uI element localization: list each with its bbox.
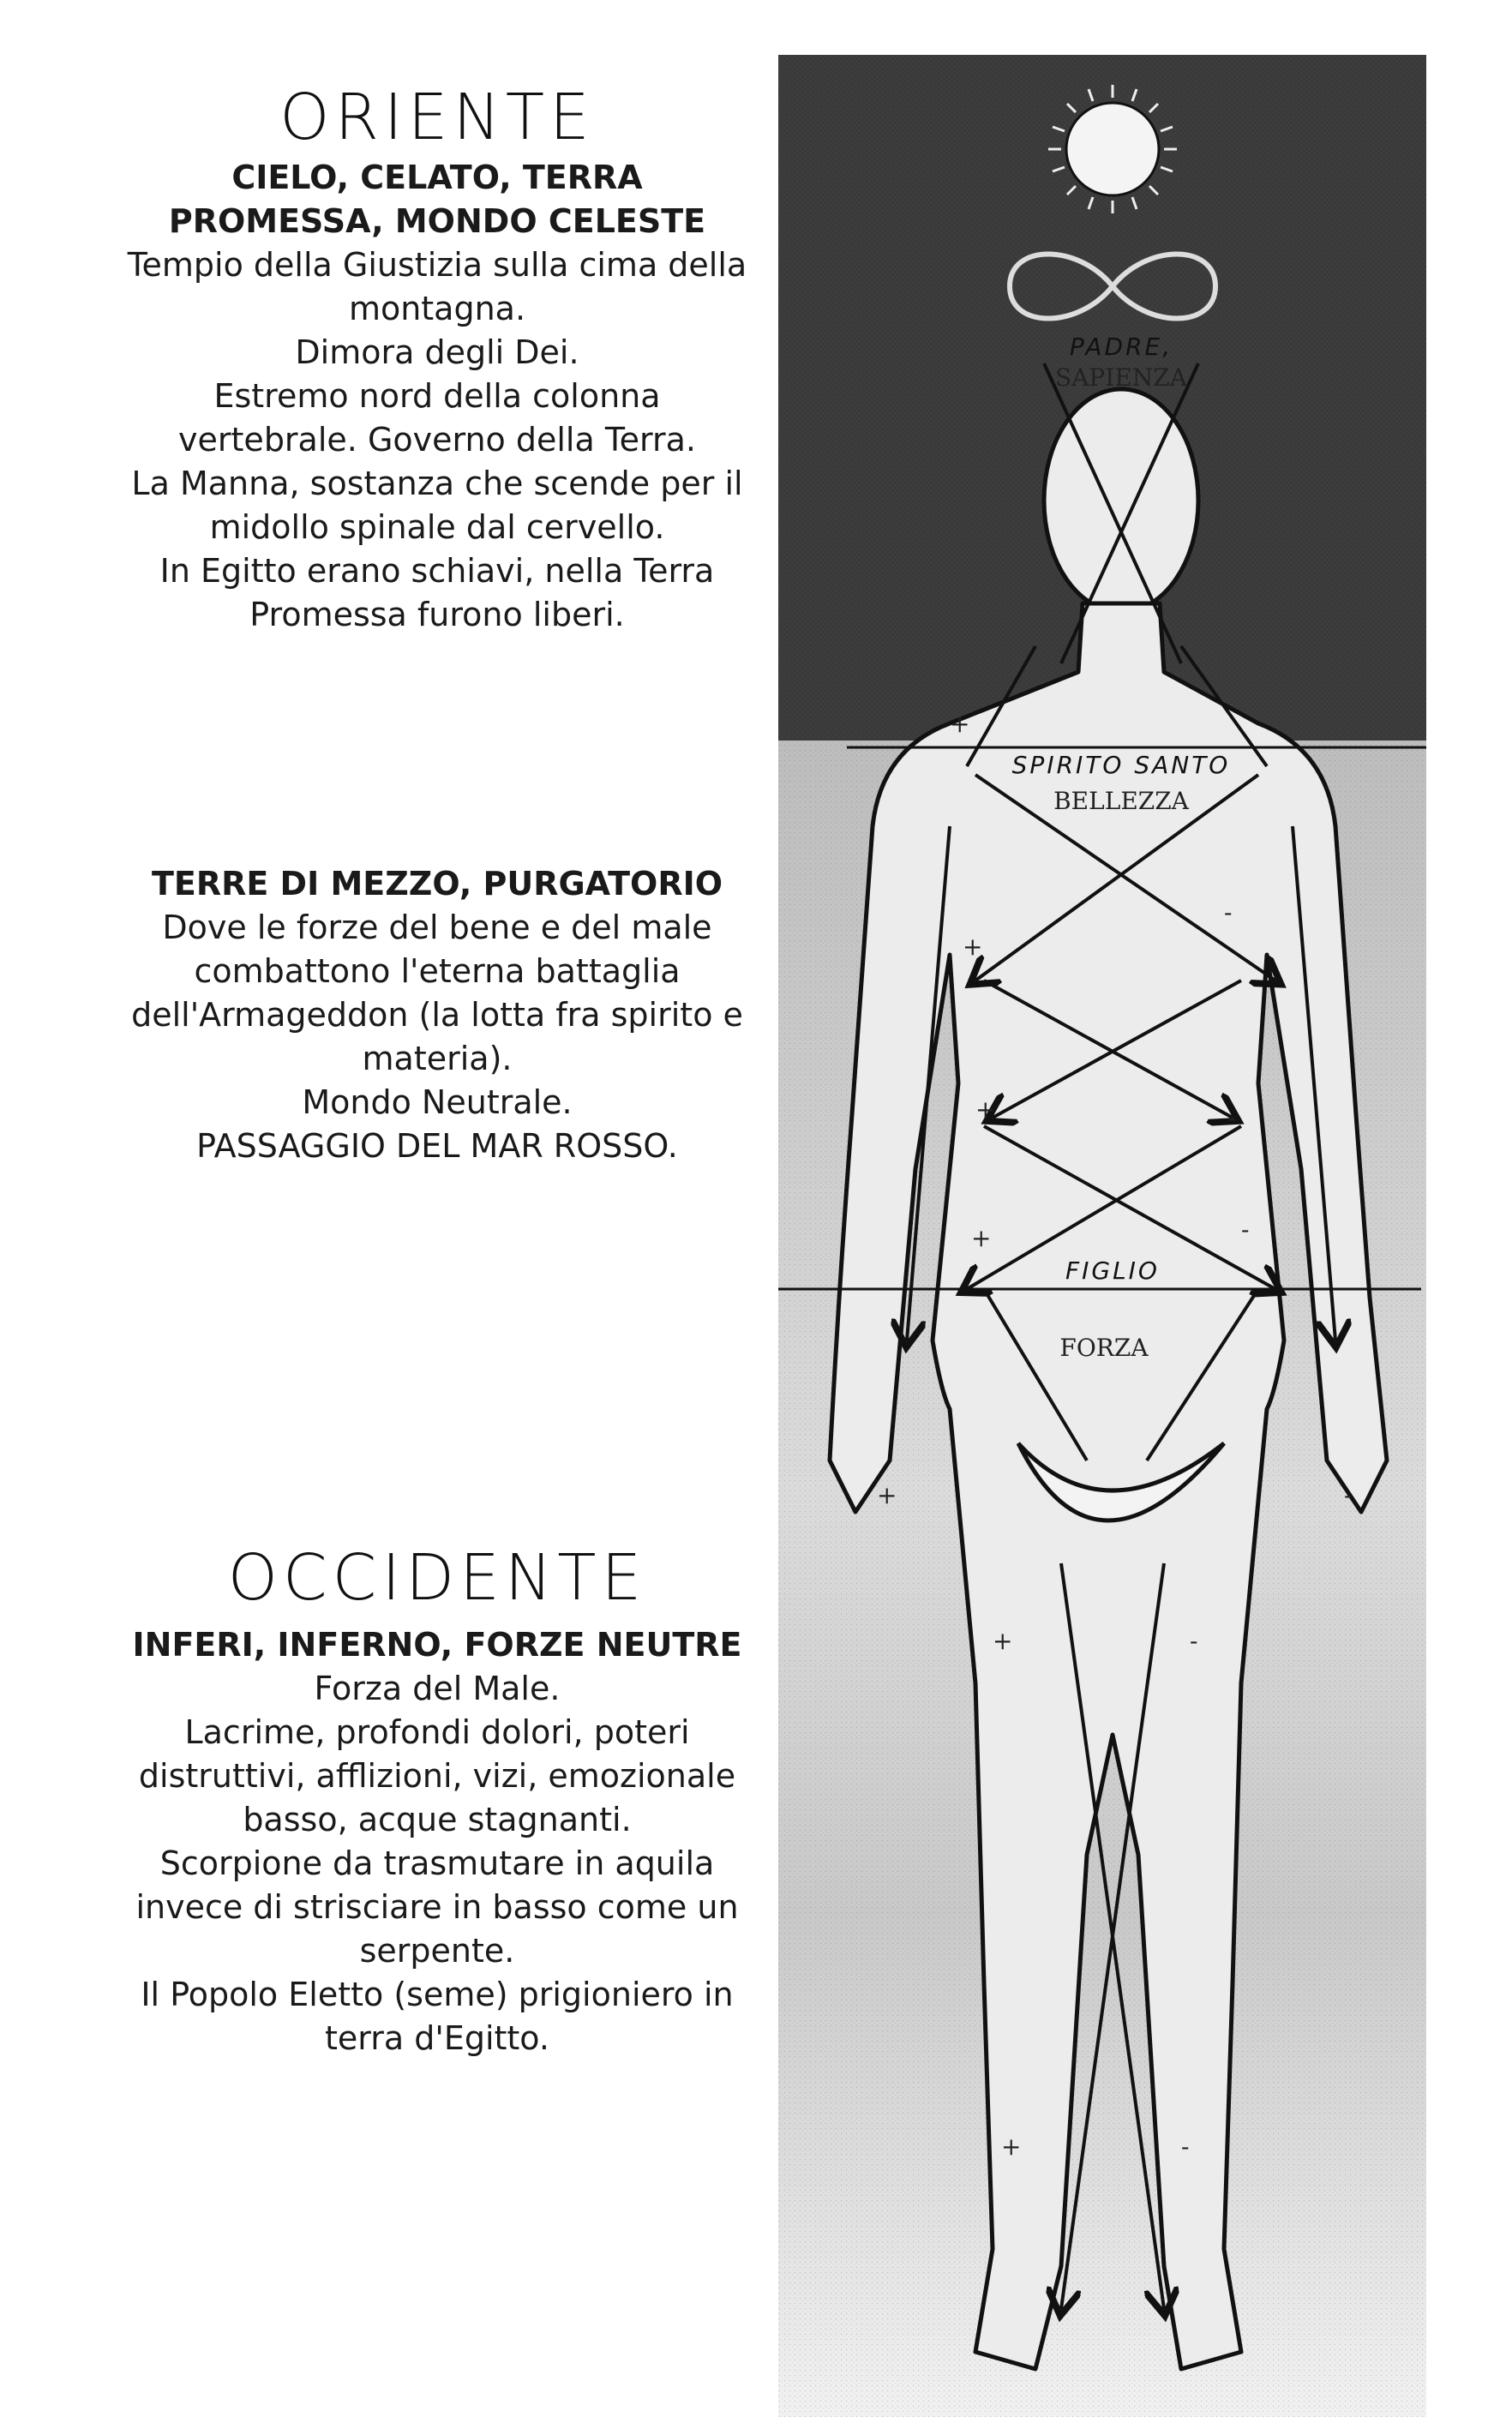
- oriente-line: midollo spinale dal cervello.: [209, 508, 665, 546]
- plus-sign: +: [963, 933, 983, 961]
- plus-sign: +: [971, 1224, 992, 1252]
- oriente-line: montagna.: [348, 290, 526, 327]
- oriente-line: La Manna, sostanza che scende per il: [131, 465, 743, 502]
- label-sapienza: SAPIENZA: [1055, 363, 1187, 392]
- plus-sign: +: [993, 1627, 1013, 1655]
- label-padre: PADRE,: [1069, 333, 1173, 361]
- minus-sign: -: [1228, 1104, 1237, 1132]
- minus-sign: -: [1181, 2132, 1190, 2161]
- terre-di-mezzo-line: combattono l'eterna battaglia: [194, 952, 681, 990]
- plus-sign: +: [950, 710, 970, 738]
- minus-sign: -: [1241, 1215, 1250, 1244]
- minus-sign: -: [1224, 898, 1233, 927]
- occidente-line: Forza del Male.: [314, 1670, 561, 1707]
- occidente-line: serpente.: [359, 1932, 515, 1970]
- oriente-line: Dimora degli Dei.: [295, 333, 579, 371]
- label-figlio: FIGLIO: [1065, 1256, 1160, 1285]
- occidente-line: invece di strisciare in basso come un: [135, 1888, 739, 1926]
- label-spirito-santo: SPIRITO SANTO: [1011, 751, 1231, 779]
- oriente-line: Promessa furono liberi.: [249, 596, 625, 633]
- oriente-title: ORIENTE: [279, 81, 595, 154]
- terre-di-mezzo-section: [86, 862, 789, 1168]
- occidente-title: OCCIDENTE: [227, 1541, 647, 1615]
- plus-sign: +: [975, 1095, 996, 1124]
- oriente-heading-2: PROMESSA, MONDO CELESTE: [168, 202, 706, 240]
- occidente-section: [86, 1539, 789, 2060]
- occidente-line: Il Popolo Eletto (seme) prigioniero in: [141, 1976, 734, 2013]
- oriente-heading-1: CIELO, CELATO, TERRA: [231, 159, 643, 196]
- occidente-line: Scorpione da trasmutare in aquila: [159, 1844, 715, 1882]
- label-bellezza: BELLEZZA: [1053, 787, 1189, 815]
- occidente-line: terra d'Egitto.: [325, 2019, 549, 2057]
- occidente-line: basso, acque stagnanti.: [243, 1801, 632, 1838]
- oriente-line: Tempio della Giustizia sulla cima della: [127, 246, 747, 284]
- oriente-line: Estremo nord della colonna: [213, 377, 661, 415]
- terre-di-mezzo-heading: TERRE DI MEZZO, PURGATORIO: [151, 865, 723, 903]
- terre-di-mezzo-line: PASSAGGIO DEL MAR ROSSO.: [196, 1127, 678, 1165]
- terre-di-mezzo-line: dell'Armageddon (la lotta fra spirito e: [131, 996, 743, 1034]
- label-forza: FORZA: [1059, 1334, 1149, 1362]
- terre-di-mezzo-line: materia).: [362, 1040, 513, 1077]
- human-figure-diagram: [778, 55, 1426, 2417]
- plus-sign: +: [1001, 2132, 1022, 2161]
- minus-sign: -: [1190, 1627, 1198, 1655]
- occidente-line: Lacrime, profondi dolori, poteri: [184, 1713, 690, 1751]
- minus-sign: -: [1344, 1481, 1353, 1509]
- plus-sign: +: [877, 1481, 897, 1509]
- terre-di-mezzo-line: Dove le forze del bene e del male: [162, 909, 712, 946]
- terre-di-mezzo-line: Mondo Neutrale.: [302, 1083, 573, 1121]
- sun-icon: [1048, 85, 1177, 213]
- oriente-section: [86, 79, 789, 637]
- oriente-line: In Egitto erano schiavi, nella Terra: [159, 552, 715, 590]
- occidente-heading: INFERI, INFERNO, FORZE NEUTRE: [132, 1626, 742, 1664]
- oriente-line: vertebrale. Governo della Terra.: [178, 421, 696, 459]
- occidente-line: distruttivi, afflizioni, vizi, emozionale: [138, 1757, 736, 1795]
